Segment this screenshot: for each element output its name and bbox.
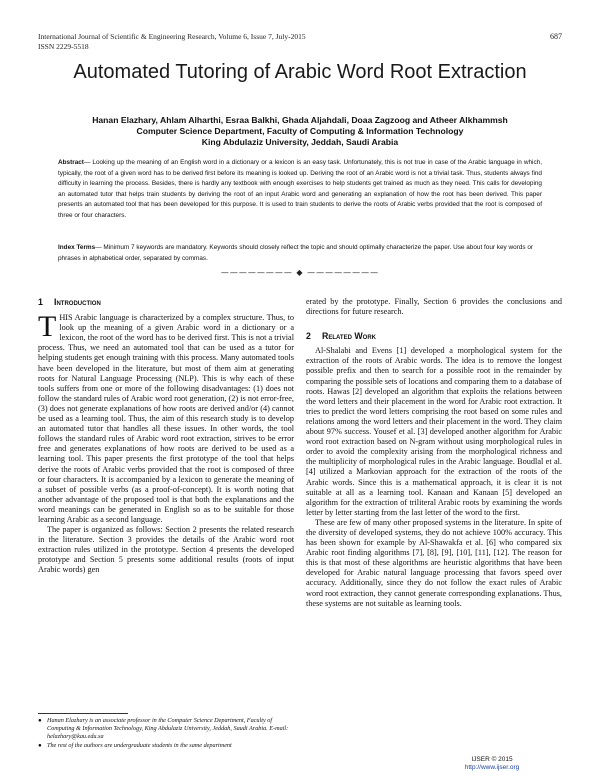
section-title: Introduction: [54, 297, 101, 307]
footnote-1-text: Hanan Elazhary is an associate professor in the Computer Science Department, Faculty of Computing & Information Technology, King Abdulaziz University, Jeddah, Saudi Arabia. E-mail: helazhary@kau.edu.sa: [47, 717, 289, 740]
section-number: 1: [38, 297, 43, 307]
author-department: Computer Science Department, Faculty of Computing & Information Technology: [136, 126, 464, 136]
page-number: 687: [550, 32, 562, 41]
footnote-2: [38, 742, 294, 750]
section-heading-introduction: [38, 297, 294, 307]
bullet-icon: ●: [38, 742, 42, 749]
index-terms-label: Index Terms: [58, 244, 96, 251]
intro-paragraph-2-continued: erated by the prototype. Finally, Section 6 provides the conclusions and directions for future research.: [306, 297, 562, 317]
author-university: King Abdulaziz University, Jeddah, Saudi Arabia: [201, 137, 399, 147]
index-terms: [58, 243, 542, 264]
section-divider: ———————— ◆ ————————: [220, 268, 380, 277]
related-paragraph-2: These are few of many other proposed systems in the literature. In spite of the diversity of developed systems, they do not achieve 100% accuracy. This has been shown for example by Al-Shawakfa et al. [6] who compared six Arabic root finding algorithms [7], [8], [9], [10], [11], [12]. The reason for this is that most of these algorithms are heuristic algorithms that have been developed for Arabic natural language processing that favors speed over accuracy. Additionally, since they do not follow the exact rules of Arabic word root extraction, they cannot generate corresponding explanations. Thus, these systems are not suitable as learning tools.: [306, 517, 562, 608]
section-title: Related Work: [322, 331, 376, 342]
intro-paragraph-1: [38, 310, 294, 525]
left-column: [38, 297, 294, 576]
journal-header: International Journal of Scientific & Engineering Research, Volume 6, Issue 7, July-2015: [38, 32, 306, 41]
footnote-rule: [38, 713, 128, 714]
intro-paragraph-2: The paper is organized as follows: Section 2 presents the related research in the literature. Section 3 provides the details of the Arabic word root extraction rules utilized in the prototype. Section 4 presents the developed prototype and Section 5 presents some additional results (roots of input Arabic words) gen: [38, 525, 294, 575]
author-block: [40, 115, 560, 148]
index-terms-text: — Minimum 7 keywords are mandatory. Keywords should closely reflect the topic and should optimally characterize the paper. Use about four key words or phrases in alphabetical order, separated by commas.: [58, 244, 534, 262]
right-column: [306, 297, 562, 609]
related-paragraph-1: Al-Shalabi and Evens [1] developed a morphological system for the extraction of the roots of Arabic words. The idea is to remove the longest possible prefix and then to search for a possible root in the remainder by comparing the possible sets of locations and comparing them to a database of roots. Hawas [2] developed an algorithm that exploits the relations between the word letters and their placement in the word for Arabic root extraction. It tries to predict the word letters comprising the root based on some rules and relations among the word letters and their placement in the word. They claim about 97% success. Yousef et al. [3] developed another algorithm for Arabic word root extraction based on N-gram without using morphological rules in order to avoid the complexity arising from the morphological richness and the multiplicity of morphological rules in the Arabic language. Boudlal et al. [4] utilized a Markovian approach for the extraction of the roots of the Arabic words. Since this is a mathematical approach, it is clear it is not suitable at all as a learning tool. Kanaan and Kanaan [5] developed an algorithm for the extraction of triliteral Arabic roots by examining the words letter by letter starting from the last letter of the word to the first.: [306, 346, 562, 517]
paper-title: Automated Tutoring of Arabic Word Root Extraction: [73, 61, 527, 83]
bullet-icon: ●: [38, 717, 42, 724]
author-names: Hanan Elazhary, Ahlam Alharthi, Esraa Balkhi, Ghada Aljahdali, Doaa Zagzoog and Atheer Alkhammsh: [92, 115, 508, 125]
drop-cap: T: [38, 310, 57, 344]
footer: [422, 756, 562, 772]
abstract-label: Abstract: [58, 159, 84, 166]
issn: ISSN 2229-5518: [38, 42, 89, 51]
section-heading-related-work: [306, 331, 562, 341]
journal-link[interactable]: http://www.ijser.org: [464, 764, 520, 771]
section-number: 2: [306, 331, 311, 342]
abstract-text: — Looking up the meaning of an English word in a dictionary or a lexicon is an easy task. Unfortunately, this is not true in case of the Arabic language in which, typically, the root of a given word has to be derived first before its meaning is looked up. Deriving the root of an Arabic word is not a trivial task. Thus, students always find difficulty in learning the process. Besides, there is hardly any textbook with enough exercises to help students get trained as much as they need. This calls for developing an automated tutor that helps train students by deriving the root of an input Arabic word and generating an explanation of how the root has been derived. This paper presents an automated tool that has been developed for this purpose. It is used to train students to derive the roots of Arabic verbs provided that the root is composed of three or four characters.: [58, 159, 542, 219]
footnote-2-text: The rest of the authors are undergraduate students in the same department: [47, 742, 232, 749]
intro-paragraph-1-text: HIS Arabic language is characterized by a complex structure. Thus, to look up the meaning of a given Arabic word in a dictionary or a lexicon, the root of the word has to be derived first. This is not a trivial process. Thus, we need an automated tool that can be used as a tutor for helping students get enough training with this process. Many automated tools have been developed in the literature, but most of them aim at generating roots for Natural Language Processing (NLP). This is why each of these tools suffers from one or more of the following disadvantages: (1) does not follow the standard rules of Arabic word root generation, (2) is not error-free, (3) does not generate explanations of how roots are derived and/or (4) cannot be used as a learning tool. Thus, the aim of this research study is to develop an automated tutor that handles all these issues. In other words, the tool follows the standard rules of Arabic word root extraction, strives to be error free and generates explanations of how roots are derived to be used as a learning tool. This paper presents the first prototype of the tool that helps derive the roots of Arabic verbs provided that the root is composed of three or four characters. It is accompanied by a lexicon to generate the meaning of a subset of possible verbs (as a proof-of-concept). It is worth noting that another advantage of the proposed tool is that both the explanations and the word meanings can be generated in English so as to be suitable for those learning Arabic as a second language.: [38, 313, 294, 524]
footnote-1: [38, 717, 294, 741]
abstract: [58, 158, 542, 222]
copyright: IJSER © 2015: [471, 756, 513, 763]
